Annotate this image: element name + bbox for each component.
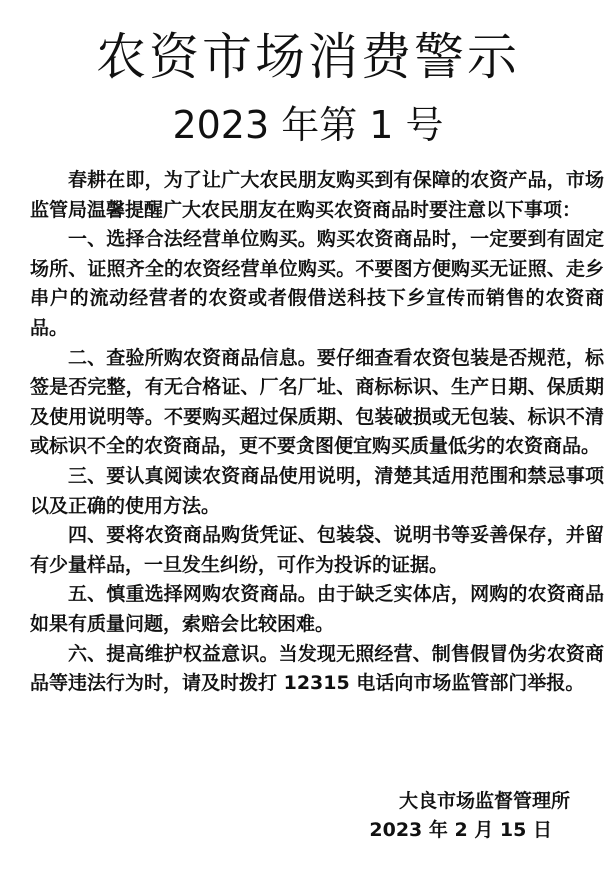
item-paragraph-5: 五、慎重选择网购农资商品。由于缺乏实体店，网购的农资商品如果有质量问题，索赔会比较困难。 bbox=[30, 583, 604, 635]
item-paragraph-6: 六、提高维护权益意识。当发现无照经营、制售假冒伪劣农资商品等违法行为时，请及时拨打 12315 电话向市场监管部门举报。 bbox=[30, 642, 604, 695]
item-paragraph-3: 三、要认真阅读农资商品使用说明，清楚其适用范围和禁忌事项以及正确的使用方法。 bbox=[30, 464, 604, 517]
notice-title: 农资市场消费警示 bbox=[96, 28, 520, 86]
item-paragraph-2: 二、查验所购农资商品信息。要仔细查看农资包装是否规范，标签是否完整，有无合格证、厂名厂址、商标标识、生产日期、保质期及使用说明等。不要购买超过保质期、包装破损或无包装、标识不清或标识不全的农资商品，更不要贪图便宜购买质量低劣的农资商品。 bbox=[30, 346, 604, 458]
notice-issue-number: 2023 年第 1 号 bbox=[172, 103, 444, 147]
signature-date: 2023 年 2 月 15 日 bbox=[369, 819, 552, 841]
notice-body bbox=[30, 166, 604, 699]
item-paragraph-1: 一、选择合法经营单位购买。购买农资商品时，一定要到有固定场所、证照齐全的农资经营单位购买。不要图方便购买无证照、走乡串户的流动经营者的农资或者假借送科技下乡宣传而销售的农资商品。 bbox=[30, 228, 604, 339]
intro-paragraph: 春耕在即，为了让广大农民朋友购买到有保障的农资产品，市场监管局温馨提醒广大农民朋友在购买农资商品时要注意以下事项： bbox=[30, 169, 604, 221]
item-paragraph-4: 四、要将农资商品购货凭证、包装袋、说明书等妥善保存，并留有少量样品，一旦发生纠纷，可作为投诉的证据。 bbox=[30, 524, 604, 576]
signature-organization: 大良市场监督管理所 bbox=[398, 790, 570, 812]
